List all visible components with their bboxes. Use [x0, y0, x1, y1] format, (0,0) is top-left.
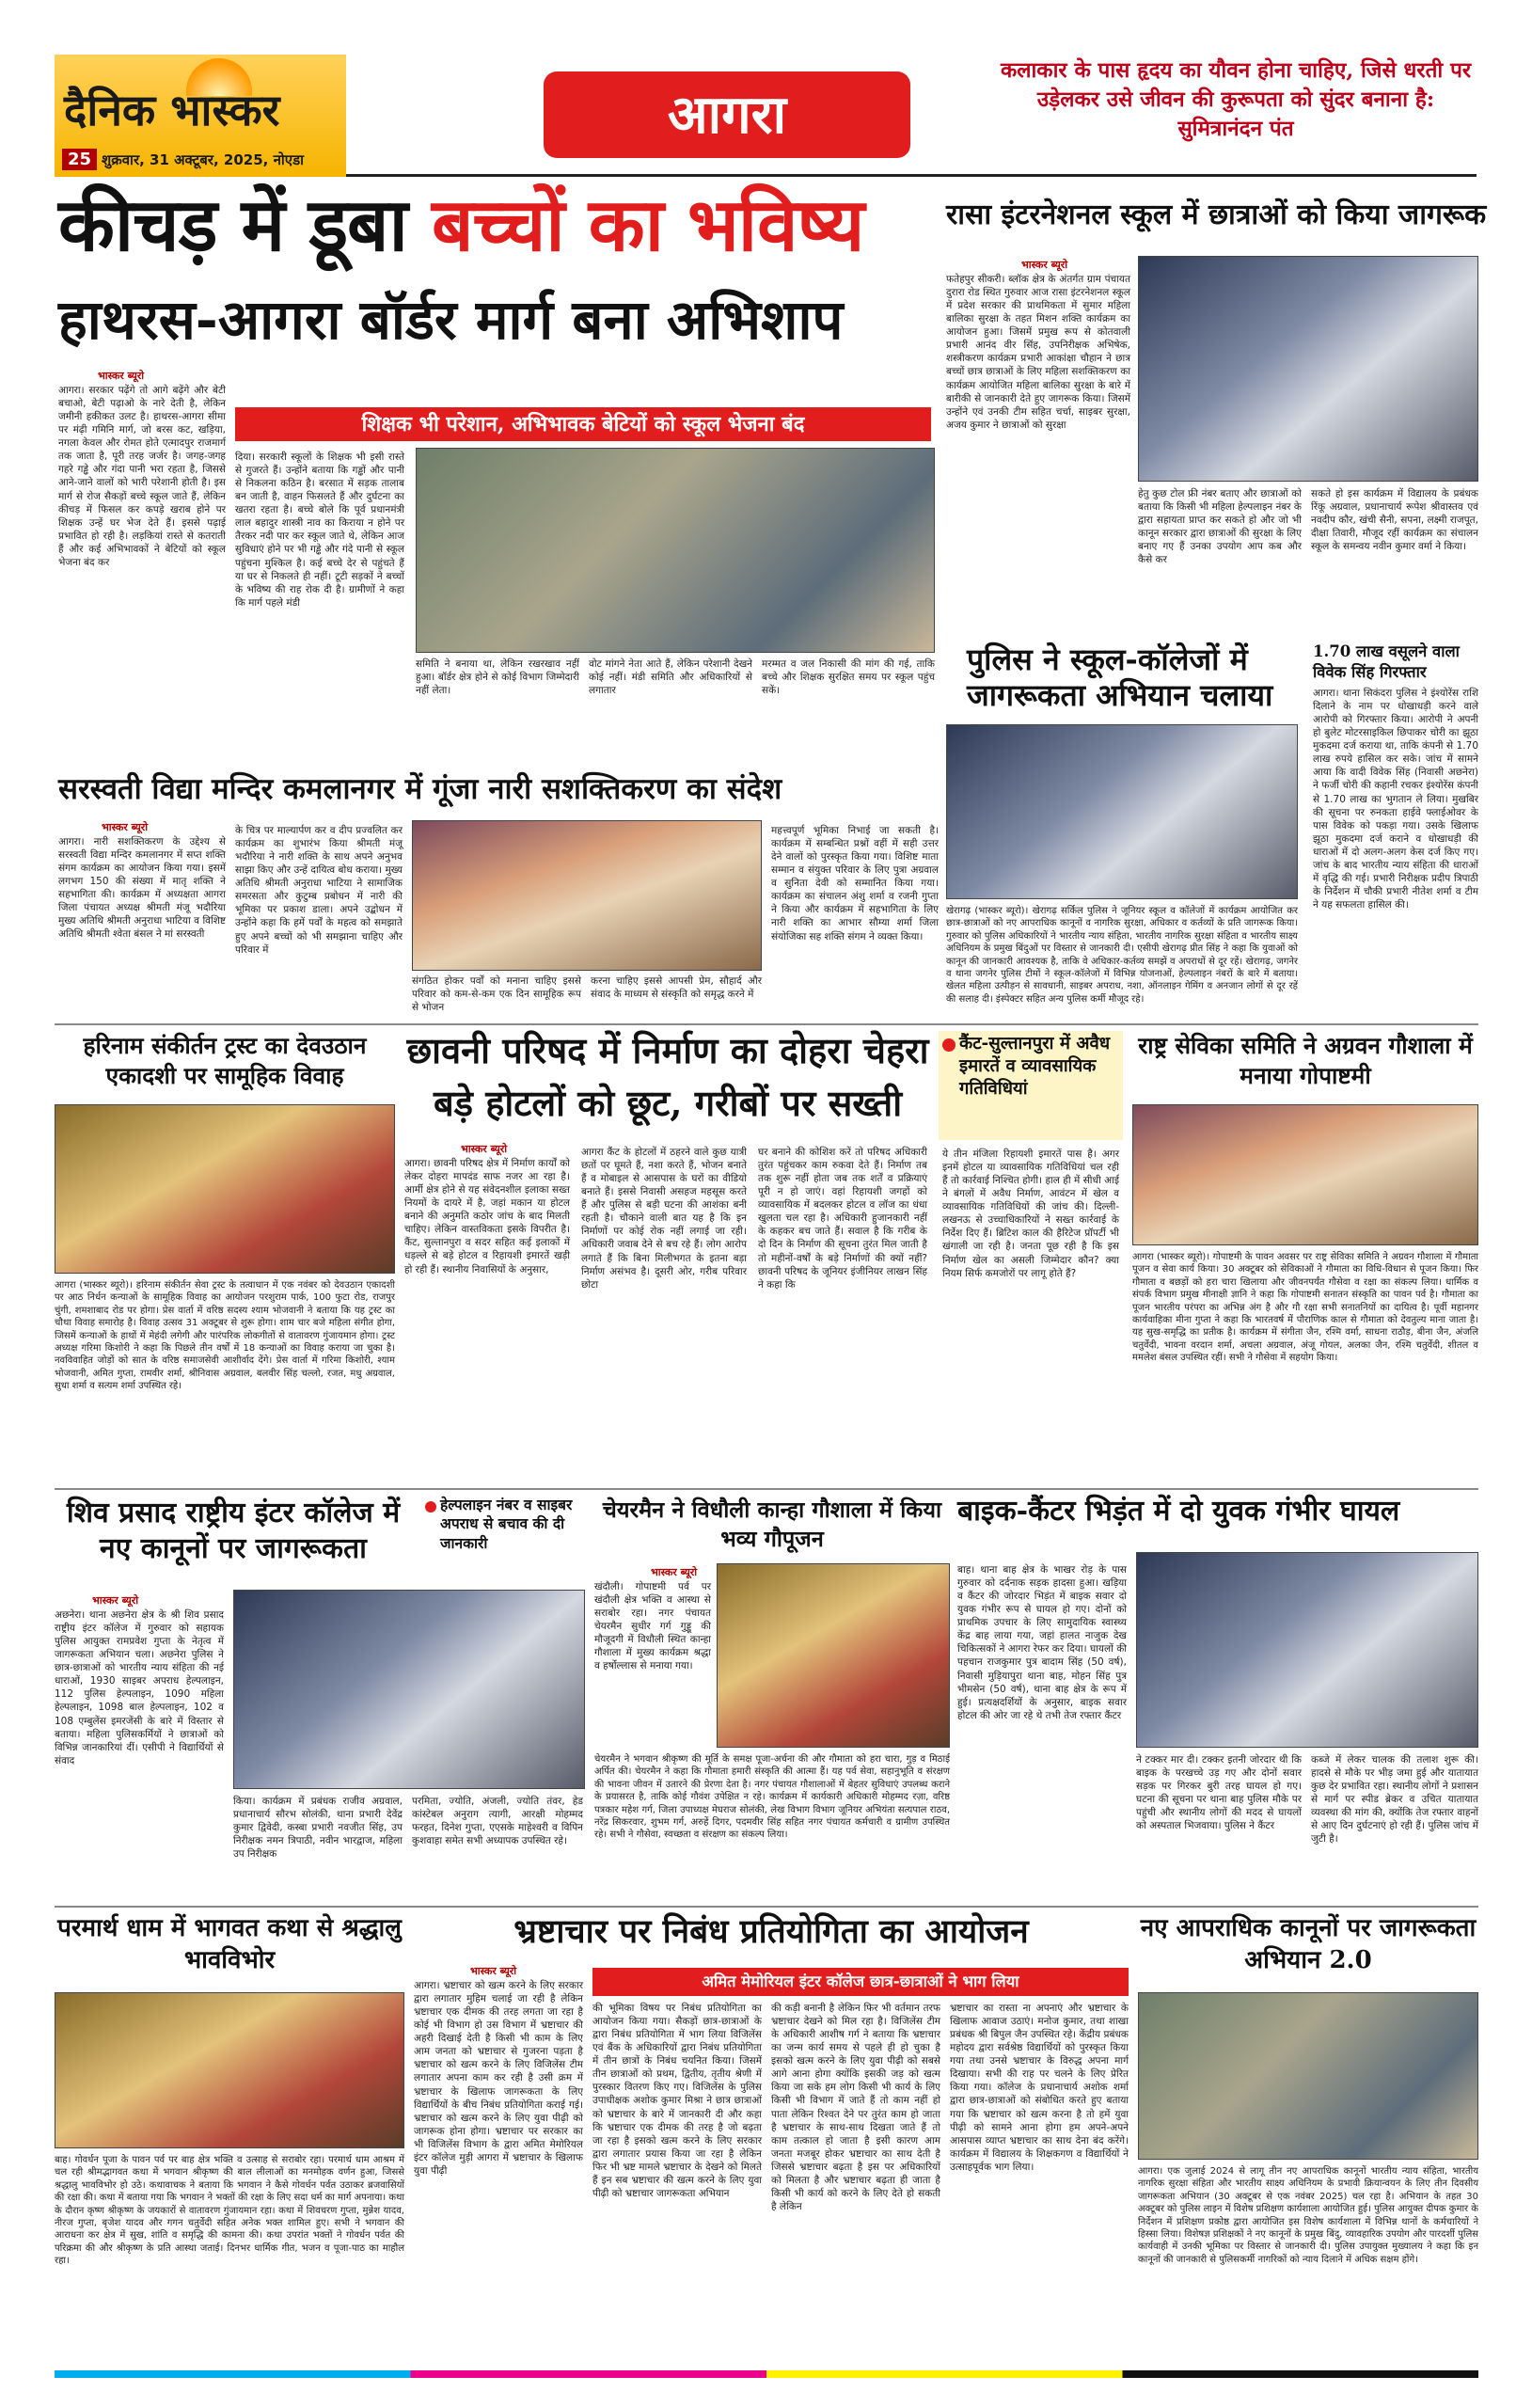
rasa-headline: रासा इंटरनेशनल स्कूल में छात्राओं को किया जागरूक: [946, 198, 1487, 231]
chhavni-col-3: घर बनाने की कोशिश करें तो परिषद अधिकारी तुरंत पहुंचकर काम रुकवा देते हैं। निर्माण तब तक शुरू नहीं होता जब तक शर्तें व प्रक्रियाएं पूरी न हो जाएं। वहां रिहायशी जगहों को व्यावसायिक में बदलकर होटल व लॉज का धंधा खुलता चल रहा है। अधिकारी हुजानकारी नहीं के कहकर बच जाते हैं। सवाल है कि गरीब के दो दिन के निर्माण की सूचना तुरंत मिल जाती है तो महीनों-वर्षों के बड़े निर्माणों की क्यों नहीं? छावनी परिषद के जूनियर इंजीनियर लाखन सिंह ने कहा कि: [758, 1147, 927, 1291]
nibandh-col-2: की भूमिका विषय पर निबंध प्रतियोगिता का आयोजन किया गया। सैकड़ों छात्र-छात्राओं के द्वारा निबंध प्रतियोगिता में भाग लिया विजिलेंस एवं बैंक के अधिकारियों द्वारा निबंध प्रतियोगिता में तीन छात्रों के निबंध चयनित किया। जिसमें तीन छात्राओं को प्रथम, द्वितीय, तृतीय श्रेणी में पुरस्कार वितरण किए गए। विजिलेंस के पुलिस उपाधीक्षक अशोक कुमार मिश्रा ने छात्र छात्राओं को भ्रष्टाचार के बारे में जानकारी दी और कहा कि भ्रष्टाचार एक दीमक की तरह है जो बढ़ता जा रहा है इसको खत्म करने के लिए सरकार द्वारा लगातार प्रयास किया जा रहा है लेकिन फिर भी भ्रष्ट मामले भ्रष्टाचार के देखने को मिलते हैं इन सब भ्रष्टाचार की खत्म करने के लिए युवा पीढ़ी को भ्रष्टाचार जागरूकता अभियान: [592, 2003, 762, 2199]
gopashtami-text: आगरा (भास्कर ब्यूरो)। गोपाष्टमी के पावन अवसर पर राष्ट्र सेविका समिति ने अग्रवन गौशाला में गौमाता पूजन व सेवा कार्य किया। 30 अक्टूबर को सेविकाओं ने गौमाता का विधि-विधान से पूजन किया। फिर गौमाता व बछड़ों को हरा चारा खिलाया और जीवनपर्यंत गौसेवा व रक्षा का संकल्प लिया। धार्मिक व संपर्क विभाग प्रमुख मीनाक्षी ज्ञानि ने कहा कि गोपाष्टमी सनातन संस्कृति का पावन पर्व है। गौमाता का पूजन भारतीय परंपरा का अभिन्न अंग है और गौ रक्षा सभी सनातनियों का दायित्व है। पूर्वी महानगर कार्यवाहिका मीना गुप्ता ने कहा कि भारतवर्ष में पौराणिक काल से गौमाता को देवतुल्य माना जाता है। यह सुख-समृद्धि का प्रतीक है। कार्यक्रम में संगीता जैन, रश्मि वर्मा, साधना राठौड़, बीना जैन, अंजलि चतुर्वेदी, भावना वरदान शर्मा, अचला अग्रवाल, अंजू गोयल, अलका जैन, रश्मि चतुर्वेदी, शीतल व ममलेश बंसल उपस्थित रहीं। सभी ने गौसेवा में सहयोग किया।: [1132, 1252, 1478, 1364]
nibandh-headline: भ्रष्टाचार पर निबंध प्रतियोगिता का आयोजन: [513, 1912, 1029, 1951]
nibandh-story: [414, 1913, 1129, 2355]
bike-story: [957, 1496, 1478, 1900]
gopashtami-photo: [1132, 1104, 1478, 1245]
lead-photo: [416, 448, 935, 653]
chairman-story: [594, 1496, 950, 1900]
saraswati-photo: [412, 820, 762, 971]
chairman-byline: भास्कर ब्यूरो: [651, 1566, 698, 1578]
bike-col-1: बाह। थाना बाह क्षेत्र के भाखर रोड़ के पास गुरुवार को दर्दनाक सड़क हादसा हुआ। खड़िया व कैंटर की जोरदार भिड़ंत में बाइक सवार दो युवक गंभीर रूप से घायल हो गए। दोनों को प्राथमिक उपचार के लिए सामुदायिक स्वास्थ्य केंद्र बाह लाया गया, जहां हालत नाजुक देख चिकित्सकों ने आगरा रेफर कर दिया। घायलों की पहचान राजकुमार पुत्र बादाम सिंह (50 वर्ष), निवासी मुड़ियापुरा थाना बाह, मोहन सिंह पुत्र भीमसेन (50 वर्ष), थाना बाह क्षेत्र के रूप में हुई। प्रत्यक्षदर्शियों के अनुसार, बाइक सवार होटल की ओर जा रहे थे तभी तेज रफ्तार कैंटर: [957, 1564, 1127, 1721]
chairman-headline: चेयरमैन ने विधौली कान्हा गौशाला में किया भव्य गौपूजन: [602, 1497, 942, 1552]
police-college-photo: [946, 724, 1298, 899]
bike-headline: बाइक-कैंटर भिड़ंत में दो युवक गंभीर घायल: [957, 1495, 1400, 1528]
cantt-box-title: कैंट-सुल्तानपुरा में अवैध इमारतें व व्यावसायिक गतिविधियां: [959, 1034, 1111, 1100]
lead-headline: [58, 184, 863, 266]
new-laws-text: आगरा। एक जुलाई 2024 से लागू तीन नए आपराधिक कानूनों भारतीय न्याय संहिता, भारतीय नागरिक सुरक्षा संहिता और भारतीय साक्ष्य अधिनियम के प्रभावी क्रियान्वयन के लिए तीन दिवसीय जागरूकता अभियान (30 अक्टूबर से एक नवंबर 2025) चल रहा है। अभियान के तहत 30 अक्टूबर को पुलिस लाइन में विशेष प्रशिक्षण कार्यशाला आयोजित हुई। पुलिस आयुक्त दीपक कुमार के निर्देशन में प्रशिक्षण प्रकोष्ठ द्वारा आयोजित इस विशेष कार्यशाला में विभिन्न थानों के कर्मचारियों ने हिस्सा लिया। विशेषज्ञ प्रशिक्षकों ने नए कानूनों के प्रमुख बिंदु, व्यावहारिक उपयोग और पारदर्शी पुलिस कार्यवाही में उनकी भूमिका पर विस्तार से जानकारी दी। पुलिस उपायुक्त मुख्यालय ने कहा कि इन कानूनों की जानकारी से पुलिसकर्मी नागरिकों को न्याय दिलाने में अधिक सक्षम होंगे।: [1138, 2166, 1478, 2265]
shiv-photo: [233, 1590, 585, 1789]
chairman-col-1: खंदौली। गोपाष्टमी पर्व पर खंदौली क्षेत्र भक्ति व आस्था से सराबोर रहा। नगर पंचायत चेयरमैन सुधीर गर्ग गुड्डू की मौजूदगी में विधौली स्थित कान्हा गौशाला में मुख्य कार्यक्रम श्रद्धा व हर्षोल्लास से मनाया गया।: [594, 1581, 711, 1672]
lead-col-2: दिया। सरकारी स्कूलों के शिक्षक भी इसी रास्ते से गुजरते हैं। उन्होंने बताया कि गड्ढों और पानी से निकलना कठिन है। बरसात में सड़क तालाब बन जाती है, वाहन फिसलते हैं और दुर्घटना का खतरा रहता है। बच्चे बोले कि पूर्व प्रधानमंत्री लाल बहादुर शास्त्री नाव का किराया न होने पर तैरकर नदी पार कर स्कूल जाते थे, लेकिन आज सुविधाएं होने पर भी गड्ढे और गंदे पानी से स्कूल पहुंचना मुश्किल है। कई बच्चे देर से पहुंचते हैं या घर से निकलते ही नहीं। टूटी सड़कों ने बच्चों के भविष्य की राह रोक दी है। ग्रामीणों ने कहा कि मार्ग पहले मंडी: [235, 452, 404, 609]
nibandh-byline: भास्कर ब्यूरो: [470, 1965, 517, 1977]
masthead: [55, 55, 1477, 177]
parmarth-text: बाह। गोवर्धन पूजा के पावन पर्व पर बाह क्षेत्र भक्ति व उत्साह से सराबोर रहा। परमार्थ धाम आश्रम में चल रही श्रीमद्भागवत कथा में भगवान श्रीकृष्ण की बाल लीलाओं का मनमोहक वर्णन हुआ, जिससे श्रद्धालु भावविभोर हो उठे। कथावाचक ने बताया कि भगवान ने कैसे गोवर्धन पर्वत उठाकर ब्रजवासियों की रक्षा की। कथा में बताया गया कि भगवान ने भक्तों की रक्षा के लिए सदा धर्म का मार्ग अपनाया। कथा के दौरान कृष्ण श्रीकृष्ण के जयकारों से वातावरण गुंजायमान रहा। कथा में शिवचरण गुप्ता, मुन्नेश यादव, नीरज गुप्ता, बृजेश यादव और गगन चतुर्वेदी सहित अनेक भक्त शामिल हुए। सभी ने भगवान की आराधना कर क्षेत्र में सुख, शांति व समृद्धि की कामना की। कथा उपरांत भक्तों ने गोवर्धन पर्वत की परिक्रमा की और श्रीकृष्ण के प्रति आस्था जताई। दिनभर धार्मिक गीत, भजन व पूजा-पाठ का माहौल रहा।: [55, 2155, 404, 2267]
lead-col-3: समिति ने बनाया था, लेकिन रखरखाव नहीं हुआ। बॉर्डर क्षेत्र होने से कोई विभाग जिम्मेदारी नहीं लेता।: [416, 658, 579, 697]
shiv-col-2: किया। कार्यक्रम में प्रबंधक राजीव अग्रवाल, प्रधानाचार्य सौरभ सोलंकी, थाना प्रभारी देवेंद्र कुमार द्विवेदी, कस्बा प्रभारी नवजीत सिंह, उप निरीक्षक नमन त्रिपाठी, नवीन भारद्वाज, महिला उप निरीक्षक: [233, 1796, 403, 1861]
section-divider: [55, 1023, 1478, 1025]
shiv-story: [55, 1496, 412, 1900]
bullet-icon: [942, 1038, 956, 1052]
shiv-col-1: अछनेरा। थाना अछनेरा क्षेत्र के श्री शिव प्रसाद राष्ट्रीय इंटर कॉलेज में गुरुवार को सहायक पुलिस आयुक्त रामप्रवेश गुप्ता के नेतृत्व में जागरूकता अभियान चला। अछनेरा पुलिस ने छात्र-छात्राओं को भारतीय न्याय संहिता की नई धाराओं, 1930 साइबर अपराध हेल्पलाइन, 112 पुलिस हेल्पलाइन, 1090 महिला हेल्पलाइन, 1098 बाल हेल्पलाइन, 102 व 108 एम्बुलेंस इमरजेंसी के बारे में विस्तार से बताया। महिला पुलिसकर्मियों ने छात्राओं को विभिन्न जानकारियां दीं। एसीपी ने विद्यार्थियों से संवाद: [55, 1609, 224, 1766]
rasa-col-1: फतेहपुर सीकरी। ब्लॉक क्षेत्र के अंतर्गत ग्राम पंचायत दुरारा रोड स्थित गुरुवार आज रासा इंटरनेशनल स्कूल में प्रदेश सरकार की प्राथमिकता में सुमार महिला बालिका सुरक्षा के तहत मिशन शक्ति कार्यक्रम का आयोजन हुआ। जिसमें प्रमुख रूप से कोतवाली प्रभारी आनंद वीर सिंह, उपनिरीक्षक अभिषेक, शस्त्रीकरण कार्यक्रम प्रभारी आकांक्षा चौहान ने छात्र बच्चों छात्र छात्राओं के लिए महिला सशक्तिकरण का कार्यक्रम आयोजित महिला बालिका सुरक्षा के बारे में बारीकी से जानकारी देते हुए जागरूक किया। जिसमें उन्होंने एवं उनकी टीम सहित चर्चा, साइबर सुरक्षा, अजय कुमार ने छात्राओं को सुरक्षा: [946, 274, 1130, 431]
new-laws-headline: नए आपराधिक कानूनों पर जागरूकता अभियान 2.0: [1140, 1914, 1477, 1974]
lead-subhead: शिक्षक भी परेशान, अभिभावक बेटियों को स्कूल भेजना बंद: [235, 407, 931, 441]
new-laws-story: [1138, 1913, 1478, 2355]
brand-logo: [55, 55, 346, 177]
new-laws-photo: [1138, 1992, 1478, 2160]
chairman-col-2: चेयरमैन ने भगवान श्रीकृष्ण की मूर्ति के समक्ष पूजा-अर्चना की और गौमाता को हरा चारा, गुड़ व मिठाई अर्पित की। चेयरमैन ने कहा कि गौमाता हमारी संस्कृति की आत्मा हैं। यह पर्व सेवा, सहानुभूति व संरक्षण की भावना जीवन में उतारने की प्रेरणा देता है। नगर पंचायत गौशालाओं में बेहतर सुविधाएं उपलब्ध कराने के प्रयासरत है, ताकि कोई गौवंश उपेक्षित न रहे। कार्यक्रम में कार्यकारी अधिकारी मोहम्मद रज़ा, वरिष्ठ पत्रकार महेश गर्ग, जिला उपाध्यक्ष मेघराज सोलंकी, लेख विभाग विभाग जूनियर अभियंता सत्यपाल राठव, नरेंद्र सिकरवार, शुभम गर्ग, अरुहें दिगर, पदमवीर सिंह सहित नगर पंचायत कर्मचारी व ग्रामीण उपस्थित रहे। सभी ने गौसेवा, स्वच्छता व संरक्षण का संकल्प लिया।: [594, 1754, 950, 1841]
parmarth-photo: [55, 1992, 404, 2148]
harinam-story: [55, 1031, 395, 1482]
quote: कलाकार के पास हृदय का यौवन होना चाहिए, जिसे धरती पर उड़ेलकर उसे जीवन की कुरूपता को सुंदर बनाना है: सुमित्रानंदन पंत: [1000, 58, 1472, 142]
gopashtami-story: [1132, 1031, 1478, 1482]
harinam-headline: हरिनाम संकीर्तन ट्रस्ट का देवउठान एकादशी पर सामूहिक विवाह: [83, 1032, 367, 1089]
chhavni-headline-1: छावनी परिषद में निर्माण का दोहरा चेहरा: [406, 1029, 929, 1071]
rasa-story: [946, 198, 1487, 642]
bike-photo: [1136, 1552, 1478, 1748]
chhavni-col-1: आगरा। छावनी परिषद क्षेत्र में निर्माण कार्यों को लेकर दोहरा मापदंड साफ नजर आ रहा है। आर्मी क्षेत्र होने से यह संवेदनशील इलाका सख्त नियमों के दायरे में है, जहां मकान या होटल बनाने की अनुमति कठोर जांच के बाद मिलती चाहिए। लेकिन वास्तविकता इसके विपरीत है। कैंट, सुल्तानपुरा व सदर सहित कई इलाकों में धड़ल्ले से बड़े होटल व रिहायशी इमारतें खड़ी हो रही हैं। स्थानीय निवासियों के अनुसार,: [404, 1158, 570, 1275]
arrest-story: [1313, 642, 1478, 1018]
saraswati-story: [55, 773, 939, 1018]
harinam-text: आगरा (भास्कर ब्यूरो)। हरिनाम संकीर्तन सेवा ट्रस्ट के तत्वाधान में एक नवंबर को देवउठान एकादशी पर आठ निर्धन कन्याओं के सामूहिक विवाह का आयोजन परशुराम पार्क, 100 फुटा रोड, राजपुर चुंगी, शमशाबाद रोड पर होगा। प्रेस वार्ता में वरिष्ठ सदस्य श्याम भोजवानी ने बताया कि यह ट्रस्ट का चौथा विवाह समारोह है। विवाह उत्सव 31 अक्टूबर से शुरू होगा। शाम चार बजे महिला संगीत होगा, जिसमें कन्याओं के हाथों में मेहंदी लगेगी और पारंपरिक लोकगीतों से वातावरण गुंजायमान होगा। ट्रस्ट अध्यक्ष गरिमा किशोरी ने कहा कि पिछले तीन वर्षों में 18 कन्याओं का विवाह कराया जा चुका है। नवविवाहित जोड़ों को सात के वरिष्ठ समाजसेवी आशीर्वाद देंगे। प्रेस वार्ता में गरिमा किशोरी, श्याम भोजवानी, अमित गुप्ता, रामवीर शर्मा, श्रीनिवास अग्रवाल, बलवीर सिंह चल्लो, रजत, मधु अग्रवाल, सुधा शर्मा व सत्यम शर्मा उपस्थित रहे।: [55, 1280, 395, 1392]
rasa-photo: [1138, 256, 1478, 482]
saraswati-col-3: संगठित होकर पर्वों को मनाना चाहिए इससे परिवार को कम-से-कम एक दिन सामूहिक रूप से भोजन: [412, 975, 581, 1014]
date-line: शुक्रवार, 31 अक्टूबर, 2025, नोएडा: [102, 151, 304, 168]
arrest-headline: 1.70 लाख वसूलने वाला विवेक सिंह गिरफ्तार: [1313, 642, 1460, 681]
police-college-story: [946, 642, 1303, 1018]
saraswati-col-4: करना चाहिए इससे आपसी प्रेम, सौहार्द और संवाद के माध्यम से संस्कृति को समृद्ध करने में: [591, 975, 762, 1001]
lead-headline-2: हाथरस-आगरा बॉर्डर मार्ग बना अभिशाप: [58, 288, 844, 352]
nibandh-col-3: की कड़ी बनानी है लेकिन फिर भी वर्तमान तरफ भ्रष्टाचार देखने को मिल रहा है। विजिलेंस टीम के अधिकारी आशीष गर्ग ने बताया कि भ्रष्टाचार का जन्म कार्य समय से पहले ही हो चुका है इसको खत्म करने के लिए युवा पीढ़ी को सबसे आगे आना होगा क्योंकि इसकी जड़ को खत्म किया जा सके हम लोग किसी भी कार्य के लिए किसी भी विभाग में जाते हैं तो काम नहीं हो पाता लेकिन रिश्वत देने पर तुरंत काम हो जाता है भ्रष्टाचार के साथ-साथ दिखता जाते हैं तो काम तत्काल हो जाता है इसी कारण आम जनता मजबूर होकर भ्रष्टाचार का साथ देती है जिससे भ्रष्टाचार बढ़ता है इस पर अधिकारियों को मिलता है और भ्रष्टाचार बढ़ता ही जाता है किसी भी कार्य को करने के लिए देते हो सकती है लेकिन: [771, 2003, 940, 2212]
lead-col-4: वोट मांगने नेता आते हैं, लेकिन परेशानी देखने कोई नहीं। मंडी समिति और अधिकारियों से लगातार: [589, 658, 752, 697]
nibandh-col-1: आगरा। भ्रष्टाचार को खत्म करने के लिए सरकार द्वारा लगातार मुहिम चलाई जा रही है लेकिन भ्रष्टाचार एक दीमक की तरह लगता जा रहा है कोई भी विभाग हो उस विभाग में भ्रष्टाचार की अहरी दिखाई देती है किसी भी काम के लिए आम जनता को भ्रष्टाचार से गुजरना पड़ता है भ्रष्टाचार को खत्म करने के लिए विजिलेंस टीम लगातार अपना काम कर रही है उसी क्रम में भ्रष्टाचार के खिलाफ जागरूकता के लिए विद्यार्थियों के बीच निबंध प्रतियोगिता कराई गई। भ्रष्टाचार को खत्म करने के लिए युवा पीढ़ी को जागरूक होना होगा। भ्रष्टाचार पर सरकार का भी विजिलेंस विभाग के द्वारा अमित मेमोरियल इंटर कॉलेज मुड़ी आगरा में भ्रष्टाचार के खिलाफ युवा पीढ़ी: [414, 1980, 583, 2177]
bullet-icon-2: [425, 1501, 436, 1513]
shiv-headline: शिव प्रसाद राष्ट्रीय इंटर कॉलेज में नए कानूनों पर जागरूकता: [66, 1497, 401, 1566]
lead-story: [55, 184, 939, 768]
page-number: 25: [62, 149, 97, 170]
saraswati-headline: सरस्वती विद्या मन्दिर कमलानगर में गूंजा नारी सशक्तिकरण का संदेश: [58, 772, 782, 806]
saraswati-col-5: महत्त्वपूर्ण भूमिका निभाई जा सकती है। कार्यक्रम में सम्बन्धित प्रश्नों वहीं में सही उत्तर देने वालों को पुरस्कृत किया गया। विशिष्ट माता सम्मान व संयुक्त परिवार के लिए पुत्रा अग्रवाल व सुनिता देवी को सम्मानित किया गया। कार्यक्रम का संचालन अंशु शर्मा व रजनी गुप्ता ने किया और कार्यक्रम में सहभागिता के लिए नारी शक्ति का आभार सौम्या शर्मा जिला संयोजिका सह शक्ति संगम ने व्यक्त किया।: [771, 825, 939, 943]
section-divider-2: [55, 1488, 1478, 1490]
chhavni-col-2: आगरा कैंट के होटलों में ठहरने वाले कुछ यात्री छतों पर घूमते हैं, नशा करते हैं, भोजन बनाते हैं व मोबाइल से आसपास के घरों का वीडियो बनाते हैं। इससे निवासी असहज महसूस करते हैं और पुलिस से बड़ी घटना की आशंका बनी रहती है। चौकाने वाली बात यह है कि इन निर्माणों पर कोई रोक नहीं लगाई जा रही। अधिकारी जवाब देने से बच रहे हैं। लोग आरोप लगाते हैं कि बिना मिलीभगत के इतना बड़ा निर्माण असंभव है। दूसरी ओर, गरीब परिवार छोटा: [581, 1147, 747, 1291]
parmarth-headline: परमार्थ धाम में भागवत कथा से श्रद्धालु भावविभोर: [57, 1914, 402, 1974]
city-badge: आगरा: [544, 71, 910, 158]
lead-col-1: आगरा। सरकार पढ़ेंगे तो आगे बढ़ेंगे और बेटी बचाओ, बेटी पढ़ाओ के नारे देती है, लेकिन जमीनी हकीकत उलट है। हाथरस-आगरा सीमा पर मंढ़ी गमिनि मार्ग, जो बरस कट, खड़िया, नगला केवल और रोमत होते एत्मादपुर राजमार्ग तक जाता है, पूरी तरह जर्जर है। जगह-जगह गहरे गड्ढे और गंदा पानी भरा रहता है, जिससे आने-जाने वालों को भारी परेशानी होती है। इस मार्ग से रोज सैकड़ों बच्चे स्कूल जाते हैं, लेकिन कीचड़ में फिसल कर कपड़े खराब होने पर शिक्षक उन्हें घर भेज देते हैं। इससे पढ़ाई प्रभावित हो रही है। लड़कियां रास्ते से कतराती हैं और कई अभिभावकों ने बेटियों को स्कूल भेजना बंद कर: [58, 385, 226, 568]
bike-col-2: ने टक्कर मार दी। टक्कर इतनी जोरदार थी कि बाइक के परखच्चे उड़ गए और दोनों सवार सड़क पर गिरकर बुरी तरह घायल हो गए। घटना की सूचना पर थाना बाह पुलिस मौके पर पहुंची और स्थानीय लोगों की मदद से घायलों को अस्पताल भिजवाया। पुलिस ने कैंटर: [1136, 1754, 1302, 1832]
chhavni-headline-2: बड़े होटलों को छूट, गरीबों पर सख्ती: [433, 1082, 903, 1124]
cantt-box-header: [939, 1031, 1123, 1140]
cantt-box: [939, 1031, 1123, 1482]
arrest-text: आगरा। थाना सिकंदरा पुलिस ने इंश्योरेंस राशि दिलाने के नाम पर धोखाधड़ी करने वाले आरोपी को गिरफ्तार किया। आरोपी ने अपनी हो बुलेट मोटरसाइकिल छिपाकर चोरी का झूठा मुकदमा दर्ज कराया था, ताकि कंपनी से 1.70 लाख रुपये हासिल कर सके। जांच में सामने आया कि वादी विवेक सिंह (निवासी अछनेरा) ने फर्जी चोरी की कहानी रचकर इंश्योरेंस कंपनी से 1.70 लाख का भुगतान ले लिया। मुखबिर की सूचना पर रुनकता हाईवे फ्लाईओवर के पास विवेक को पकड़ा गया। उसके खिलाफ झूठा मुकदमा दर्ज कराने व धोखाधड़ी की धाराओं में दो अलग-अलग केस दर्ज किए गए। जांच के बाद भारतीय न्याय संहिता की धाराओं में वृद्धि की गई। प्रभारी निरीक्षक प्रदीप त्रिपाठी के निर्देशन में चौकी प्रभारी नीतेश शर्मा व टीम ने यह सफलता हासिल की।: [1313, 688, 1478, 911]
cantt-box-text: ये तीन मंजिला रिहायशी इमारतें पास है। अगर इनमें होटल या व्यावसायिक गतिविधियां चल रही हैं तो कार्रवाई निश्चित होगी। हाल ही में सीधी आई ने बंगलों में अवैध निर्माण, आवंटन में खेल व व्यावसायिक गतिविधियों की जांच की। दिल्ली-लखनऊ से उच्चाधिकारियों ने सख्त कार्रवाई के निर्देश दिए हैं। ब्रिटिश काल की हैरिटेज प्रॉपर्टी भी खंगाली जा रही है। जनता पूछ रही है कि इस निर्माण खेल का असली जिम्मेदार कौन? क्या नियम सिर्फ कमजोरों पर लागू होते हैं?: [942, 1149, 1119, 1279]
police-college-headline: पुलिस ने स्कूल-कॉलेजों में जागरूकता अभियान चलाया: [967, 642, 1273, 714]
bike-col-3: कब्जे में लेकर चालक की तलाश शुरू की। हादसे से मौके पर भीड़ जमा हुई और यातायात कुछ देर प्रभावित रहा। स्थानीय लोगों ने प्रशासन से मार्ग पर स्पीड ब्रेकर व उचित यातायात व्यवस्था की मांग की, क्योंकि तेज रफ्तार वाहनों से आए दिन दुर्घटनाएं हो रही हैं। पुलिस जांच में जुटी है।: [1311, 1754, 1478, 1846]
chairman-photo: [717, 1563, 950, 1748]
section-divider-3: [55, 1906, 1478, 1908]
rasa-byline: भास्कर ब्यूरो: [1021, 259, 1068, 271]
lead-headline-black: कीचड़ में डूबा: [58, 182, 407, 268]
rasa-col-3: सकते हो इस कार्यक्रम में विद्यालय के प्रबंधक रिंकू अग्रवाल, प्रधानाचार्य रूपेश श्रीवास्तव एवं नवदीप कौर, खंची सैनी, सपना, लक्ष्मी राजपूत, दीक्षा तिवारी, मौजूद रहीं कार्यक्रम का संचालन स्कूल के समन्वय नवीन कुमार वर्मा ने किया।: [1311, 488, 1478, 553]
brand-name: दैनिक भास्कर: [64, 85, 280, 135]
shiv-byline: भास्कर ब्यूरो: [92, 1594, 139, 1607]
rasa-col-2: हेतु कुछ टोल फ्री नंबर बताए और छात्राओं को बताया कि किसी भी महिला हेल्पलाइन नंबर के द्वारा सहायता प्राप्त कर सकते हो और जो भी कानून सरकार द्वारा छात्राओं की सुरक्षा के लिए बनाए गए हैं उनका उपयोग आप कब और कैसे कर: [1138, 488, 1302, 566]
shiv-col-3: परमिता, ज्योति, अंजली, ज्योति तंवर, हेड कांस्टेबल अनुराग त्यागी, आरक्षी मोहम्मद फरहत, दिनेश गुप्ता, एएसके माहेश्वरी व विपिन कुशवाहा समेत सभी अध्यापक उपस्थित रहे।: [412, 1796, 583, 1847]
chhavni-story: [404, 1031, 931, 1482]
helpline-box: [423, 1496, 585, 1586]
chhavni-byline: भास्कर ब्यूरो: [461, 1143, 508, 1155]
police-college-text: खेरागढ़ (भास्कर ब्यूरो)। खेरागढ़ सर्किल पुलिस ने जूनियर स्कूल व कॉलेजों में कार्यक्रम आयोजित कर छात्र-छात्राओं को नए आपराधिक कानूनों व नागरिक सुरक्षा, अधिकार व कर्तव्यों के प्रति जागरूक किया। गुरुवार को पुलिस अधिकारियों ने भारतीय न्याय संहिता, भारतीय नागरिक सुरक्षा संहिता व भारतीय साक्ष्य अधिनियम के प्रमुख बिंदुओं पर विस्तार से जानकारी दी। एसीपी खेरागढ़ प्रीत सिंह ने कहा कि युवाओं को कानून की जानकारी आवश्यक है, ताकि वे अधिकार-कर्तव्य समझें व अपराधों से दूर रहें। खेरागढ़, जगनेर व थाना जगनेर पुलिस टीमों ने स्कूल-कॉलेजों में विभिन्न योजनाओं, हेल्पलाइन नंबरों के बारे में बताया। खेलत महिला उत्पीड़न से सावधानी, साइबर अपराध, नशा, ऑनलाइन गेमिंग व अनजान लोगों से दूर रहें की सलाह दी। इंस्पेक्टर सहित अन्य पुलिस कर्मी मौजूद रहे।: [946, 906, 1298, 1005]
lead-headline-red: बच्चों का भविष्य: [431, 182, 864, 268]
gopashtami-headline: राष्ट्र सेविका समिति ने अग्रवन गौशाला में मनाया गोपाष्टमी: [1138, 1032, 1473, 1089]
saraswati-col-2: के चित्र पर माल्यार्पण कर व दीप प्रज्वलित कर कार्यक्रम का शुभारंभ किया श्रीमती मंजू भदौरिया ने नारी शक्ति के साथ अपने अनुभव साझा किए और उन्हें दायित्व बोध कराया। मुख्य अतिथि श्रीमती अनुराधा भाटिया ने सामाजिक समरसता और कुटुम्ब प्रबोधन में नारी की भूमिका पर प्रकाश डाला। अपने उद्बोधन में उन्होंने कहा कि हमें पर्वों के महत्व को समझाते हुए अपने बच्चों को भी समझाना चाहिए और परिवार में: [235, 825, 403, 956]
helpline-box-title: हेल्पलाइन नंबर व साइबर अपराध से बचाव की दी जानकारी: [440, 1496, 573, 1552]
bottom-registration-bar: [55, 2370, 1478, 2378]
harinam-photo: [55, 1104, 395, 1274]
nibandh-col-4: भ्रष्टाचार का रास्ता ना अपनाएं और भ्रष्टाचार के खिलाफ आवाज उठाएं। मनोज कुमार, तथा शाखा प्रबंधक श्री बिपुल जैन उपस्थित रहे। केंद्रीय प्रबंधक महोदय द्वारा सर्वश्रेष्ठ विद्यार्थियों को पुरस्कृत किया गया तथा उनसे भ्रष्टाचार के विरुद्ध अपना मार्ग दिखाया। सभी की राह पर चलने के लिए प्रेरित किया गया। कॉलेज के प्रधानाचार्य अशोक शर्मा द्वारा छात्र-छात्राओं को संबोधित करते हुए बताया गया कि भ्रष्टाचार को खत्म करना है तो हमें युवा पीढ़ी को सामने आना होगा हम अपने-अपने आसपास व्याप्त भ्रष्टाचार का साथ देना बंद करेंगे। कार्यक्रम में विद्यालय के शिक्षकगण व विद्यार्थियों ने उत्साहपूर्वक भाग लिया।: [950, 2003, 1129, 2173]
saraswati-byline: भास्कर ब्यूरो: [102, 821, 149, 833]
lead-byline: भास्कर ब्यूरो: [98, 370, 145, 382]
lead-col-5: मरम्मत व जल निकासी की मांग की गई, ताकि बच्चे और शिक्षक सुरक्षित समय पर स्कूल पहुंच सकें।: [762, 658, 935, 697]
nibandh-subhead: अमित मेमोरियल इंटर कॉलेज छात्र-छात्राओं ने भाग लिया: [592, 1968, 1129, 1996]
saraswati-col-1: आगरा। नारी सशक्तिकरण के उद्देश्य से सरस्वती विद्या मन्दिर कमलानगर में सप्त शक्ति संगम कार्यक्रम का आयोजन किया गया। इसमें लगभग 150 की संख्या में मातृ शक्ति ने सहभागिता की। कार्यक्रम में अध्यक्षता आगरा जिला पंचायत अध्यक्ष श्रीमती मंजू भदौरिया मुख्य अतिथि श्रीमती अनुराधा भाटिया व विशिष्ट अतिथि श्रीमती श्वेता बंसल ने मां सरस्वती: [58, 836, 226, 941]
parmarth-story: [55, 1913, 404, 2355]
